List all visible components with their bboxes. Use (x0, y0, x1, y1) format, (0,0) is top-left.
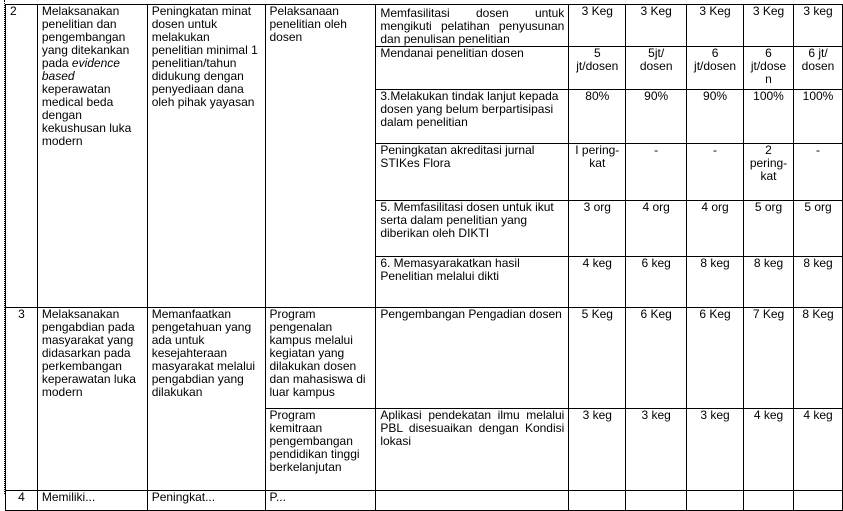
activity-cell: Mendanai penelitian dosen (376, 47, 569, 90)
goal-cell: Melaksanakan pengabdian pada masyarakat yang didasarkan pada perkembangan keperawatan luka modern (37, 308, 147, 491)
year-5-value: - (793, 144, 842, 201)
year-1-value: 3 Keg (569, 5, 626, 47)
year-1-value: 4 keg (569, 257, 626, 308)
year-5-value: 4 keg (793, 409, 842, 491)
year-5-value: 8 Keg (793, 308, 842, 409)
year-2-value: - (626, 144, 687, 201)
year-3-value: 90% (687, 90, 744, 144)
activity-cell: Aplikasi pendekatan ilmu melalui PBL disesuaikan dengan Kondisi lokasi (376, 409, 569, 491)
activity-cell: Pengembangan Pengadian dosen (376, 308, 569, 409)
activity-cell: 6. Memasyarakatkan hasil Penelitian melalui dikti (376, 257, 569, 308)
year-5-value: 8 keg (793, 257, 842, 308)
year-1-value: 3 keg (569, 409, 626, 491)
year-1-value: 5 Keg (569, 308, 626, 409)
year-3-value: - (687, 144, 744, 201)
target-cell: Peningkatan minat dosen untuk melakukan penelitian minimal 1 penelitian/tahun didukung dengan penyediaan dana oleh pihak yayasan (147, 5, 265, 308)
year-4-value: 5 org (744, 201, 794, 257)
year-4-value: 3 Keg (744, 5, 794, 47)
row-number: 2 (6, 5, 38, 308)
year-5-value: 100% (793, 90, 842, 144)
year-3-value: 6 Keg (687, 308, 744, 409)
strategic-plan-table (5, 4, 843, 511)
activity-cell: Memfasilitasi dosen untuk mengikuti pelatihan penyusunan dan penulisan penelitian (376, 5, 569, 47)
year-2-value: 3 keg (626, 409, 687, 491)
program-cell: Pelaksanaan penelitian oleh dosen (265, 5, 376, 308)
year-5-value: 5 org (793, 201, 842, 257)
year-1-value: I pering-kat (569, 144, 626, 201)
row-number: 3 (6, 308, 38, 491)
year-3-value: 3 Keg (687, 5, 744, 47)
year-1-value: 5 jt/dosen (569, 47, 626, 90)
year-2-value: 3 Keg (626, 5, 687, 47)
target-cell: Peningkat... (147, 491, 265, 511)
goal-cell: Memiliki... (37, 491, 147, 511)
program-cell: Program pengenalan kampus melalui kegiatan yang dilakukan dosen dan mahasiswa di luar kampus (265, 308, 376, 409)
row-number: 4 (6, 491, 38, 511)
table-row (6, 5, 843, 47)
year-1-value: 3 org (569, 201, 626, 257)
year-3-value: 8 keg (687, 257, 744, 308)
year-3-value: 4 org (687, 201, 744, 257)
year-3-value: 6 jt/dosen (687, 47, 744, 90)
table-row (6, 308, 843, 409)
year-4-value: 2 pering-kat (744, 144, 794, 201)
year-2-value: 6 keg (626, 257, 687, 308)
activity-cell: Peningkatan akreditasi jurnal STIKes Flora (376, 144, 569, 201)
year-4-value: 100% (744, 90, 794, 144)
year-5-value: 3 keg (793, 5, 842, 47)
target-cell: Memanfaatkan pengetahuan yang ada untuk kesejahteraan masyarakat melalui pengabdian yang dilakukan (147, 308, 265, 491)
year-2-value: 4 org (626, 201, 687, 257)
year-4-value: 6 jt/dose n (744, 47, 794, 90)
year-3-value: 3 keg (687, 409, 744, 491)
year-5-value: 6 jt/ dosen (793, 47, 842, 90)
year-4-value: 4 keg (744, 409, 794, 491)
program-cell: P... (265, 491, 376, 511)
activity-cell: 5. Memfasilitasi dosen untuk ikut serta dalam penelitian yang diberikan oleh DIKTI (376, 201, 569, 257)
goal-cell: Melaksanakan penelitian dan pengembangan yang ditekankan pada evidence based keperawatan medical beda dengan kekushusan luka modern (37, 5, 147, 308)
year-2-value: 6 Keg (626, 308, 687, 409)
year-4-value: 8 keg (744, 257, 794, 308)
activity-cell: 3.Melakukan tindak lanjut kepada dosen yang belum berpartisipasi dalam penelitian (376, 90, 569, 144)
year-2-value: 90% (626, 90, 687, 144)
year-1-value: 80% (569, 90, 626, 144)
year-4-value: 7 Keg (744, 308, 794, 409)
year-2-value: 5jt/ dosen (626, 47, 687, 90)
program-cell: Program kemitraan pengembangan pendidikan tinggi berkelanjutan (265, 409, 376, 491)
